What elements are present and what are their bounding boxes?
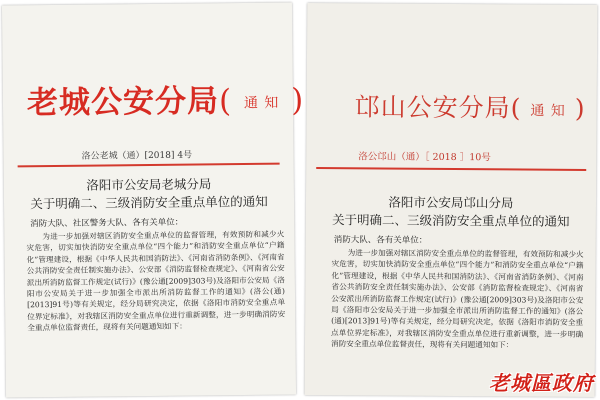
open-paren: ( bbox=[218, 83, 233, 120]
title-line-1: 洛阳市公安局邙山分局 bbox=[388, 194, 514, 211]
notice-label: 通 知 bbox=[243, 95, 280, 112]
title-line-2: 关于明确二、三级消防安全重点单位的通知 bbox=[30, 193, 268, 212]
site-watermark: 老城區政府 bbox=[489, 371, 594, 395]
document-number: 洛公老城（通）[2018] 4号 bbox=[81, 150, 193, 162]
notice-label: 通 知 bbox=[530, 103, 566, 120]
document-number: 洛公邙山（通）［ 2018 ］10号 bbox=[358, 151, 491, 164]
header-divider bbox=[316, 167, 586, 171]
addressee: 消防大队、社区警务大队、各有关单位： bbox=[30, 217, 184, 230]
document-title bbox=[4, 174, 294, 213]
title-line-2: 关于明确二、三级消防安全重点单位的通知 bbox=[332, 212, 570, 229]
body-paragraph: 为进一步加强对辖区消防安全重点单位的监督管理，有效预防和减少火灾危害，切实加快消防安全重点单位“四个能力”和消防安全重点单位“户籍化”管理建设，根据《中华人民共和国消防法》、《河南省消防条例》、《河南省公共消防安全责任制实施办法》、公安部《消防监督检查规定》、《河南省公安派出所消防监督工作规定(试行)》(豫公通[2009]303号)及洛阳市公安局《洛阳市公安局关于进一步加强全市派出所消防监督工作的通知》(洛公(通)[2013]91号)等有关规定，经分局研究决定，依据《洛阳市消防安全重点单位界定标准》，对我辖区消防安全重点单位进行重新调整，进一步明确消防安全重点单位监督责任，现将有关问题通知如下： bbox=[330, 248, 584, 350]
agency-header bbox=[355, 87, 586, 125]
agency-title: 老城公安分局 bbox=[26, 83, 220, 122]
body-paragraph: 为进一步加强对辖区消防安全重点单位的监督管理，有效预防和减少火灾危害，切实加快消防安全重点单位“四个能力”和消防安全重点单位“户籍化”管理建设，根据《中华人民共和国消防法》、《河南省消防条例》、《河南省公共消防安全责任制实施办法》、公安部《消防监督检查规定》、《河南省公安派出所消防监督工作规定(试行)》(豫公通[2009]303号)及洛阳市公安局《洛阳市公安局关于进一步加强全市派出所消防监督工作的通知》(洛公(通)[2013]91号)等有关规定，经分局研究决定，依据《洛阳市消防安全重点单位界定标准》，对我辖区消防安全重点单位进行重新调整，进一步明确消防安全重点单位监督责任，现将有关问题通知如下： bbox=[26, 229, 286, 333]
document-laocheng bbox=[2, 2, 305, 397]
open-paren: ( bbox=[510, 93, 522, 123]
document-title bbox=[306, 193, 596, 231]
addressee: 消防大队、各有关单位： bbox=[333, 235, 428, 246]
agency-title: 邙山公安分局 bbox=[354, 92, 511, 123]
close-paren: ) bbox=[290, 82, 305, 119]
close-paren: ) bbox=[574, 93, 586, 123]
title-line-1: 洛阳市公安局老城分局 bbox=[86, 176, 212, 193]
agency-header bbox=[27, 74, 305, 122]
header-divider bbox=[18, 163, 280, 168]
document-mangshan bbox=[305, 3, 598, 397]
